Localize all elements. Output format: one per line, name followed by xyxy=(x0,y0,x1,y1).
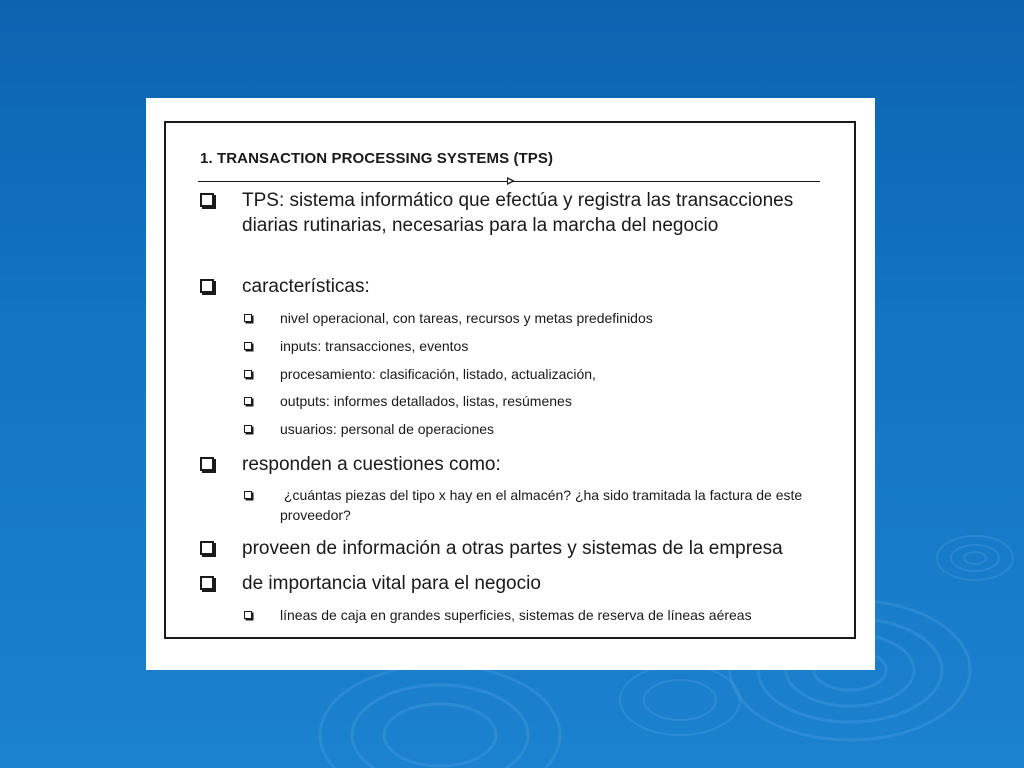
sub-bullet-text: líneas de caja en grandes superficies, sistemas de reserva de líneas aéreas xyxy=(280,607,752,623)
square-bullet-icon xyxy=(200,457,214,471)
sub-bullet-text: nivel operacional, con tareas, recursos y metas predefinidos xyxy=(280,310,653,326)
bullet-text: proveen de información a otras partes y sistemas de la empresa xyxy=(242,538,783,559)
square-bullet-icon xyxy=(200,541,214,555)
square-bullet-icon xyxy=(200,193,214,207)
bullet-text: TPS: sistema informático que efectúa y registra las transacciones diarias rutinarias, necesarias para la marcha del negocio xyxy=(242,190,794,236)
sub-bullet-text: usuarios: personal de operaciones xyxy=(280,421,495,437)
bullet-text: de importancia vital para el negocio xyxy=(242,573,541,594)
square-bullet-icon xyxy=(244,314,252,322)
sub-bullet-text: outputs: informes detallados, listas, resúmenes xyxy=(280,393,572,409)
content-frame xyxy=(164,121,856,639)
square-bullet-icon xyxy=(244,370,252,378)
bullet-text: características: xyxy=(242,276,370,297)
sub-bullet-text: ¿cuántas piezas del tipo x hay en el almacén? ¿ha sido tramitada la factura de este proveedor? xyxy=(280,487,807,523)
square-bullet-icon xyxy=(244,342,252,350)
sub-bullet-text: inputs: transacciones, eventos xyxy=(280,338,469,354)
bullet-text: responden a cuestiones como: xyxy=(242,454,501,475)
slide-sheet xyxy=(146,98,875,670)
square-bullet-icon xyxy=(244,397,252,405)
square-bullet-icon xyxy=(244,425,252,433)
arrow-right-icon xyxy=(507,177,515,185)
sub-bullet-text: procesamiento: clasificación, listado, actualización, xyxy=(280,366,596,382)
square-bullet-icon xyxy=(244,611,252,619)
square-bullet-icon xyxy=(200,576,214,590)
square-bullet-icon xyxy=(244,491,252,499)
square-bullet-icon xyxy=(200,279,214,293)
slide-title: 1. TRANSACTION PROCESSING SYSTEMS (TPS) xyxy=(200,150,554,167)
